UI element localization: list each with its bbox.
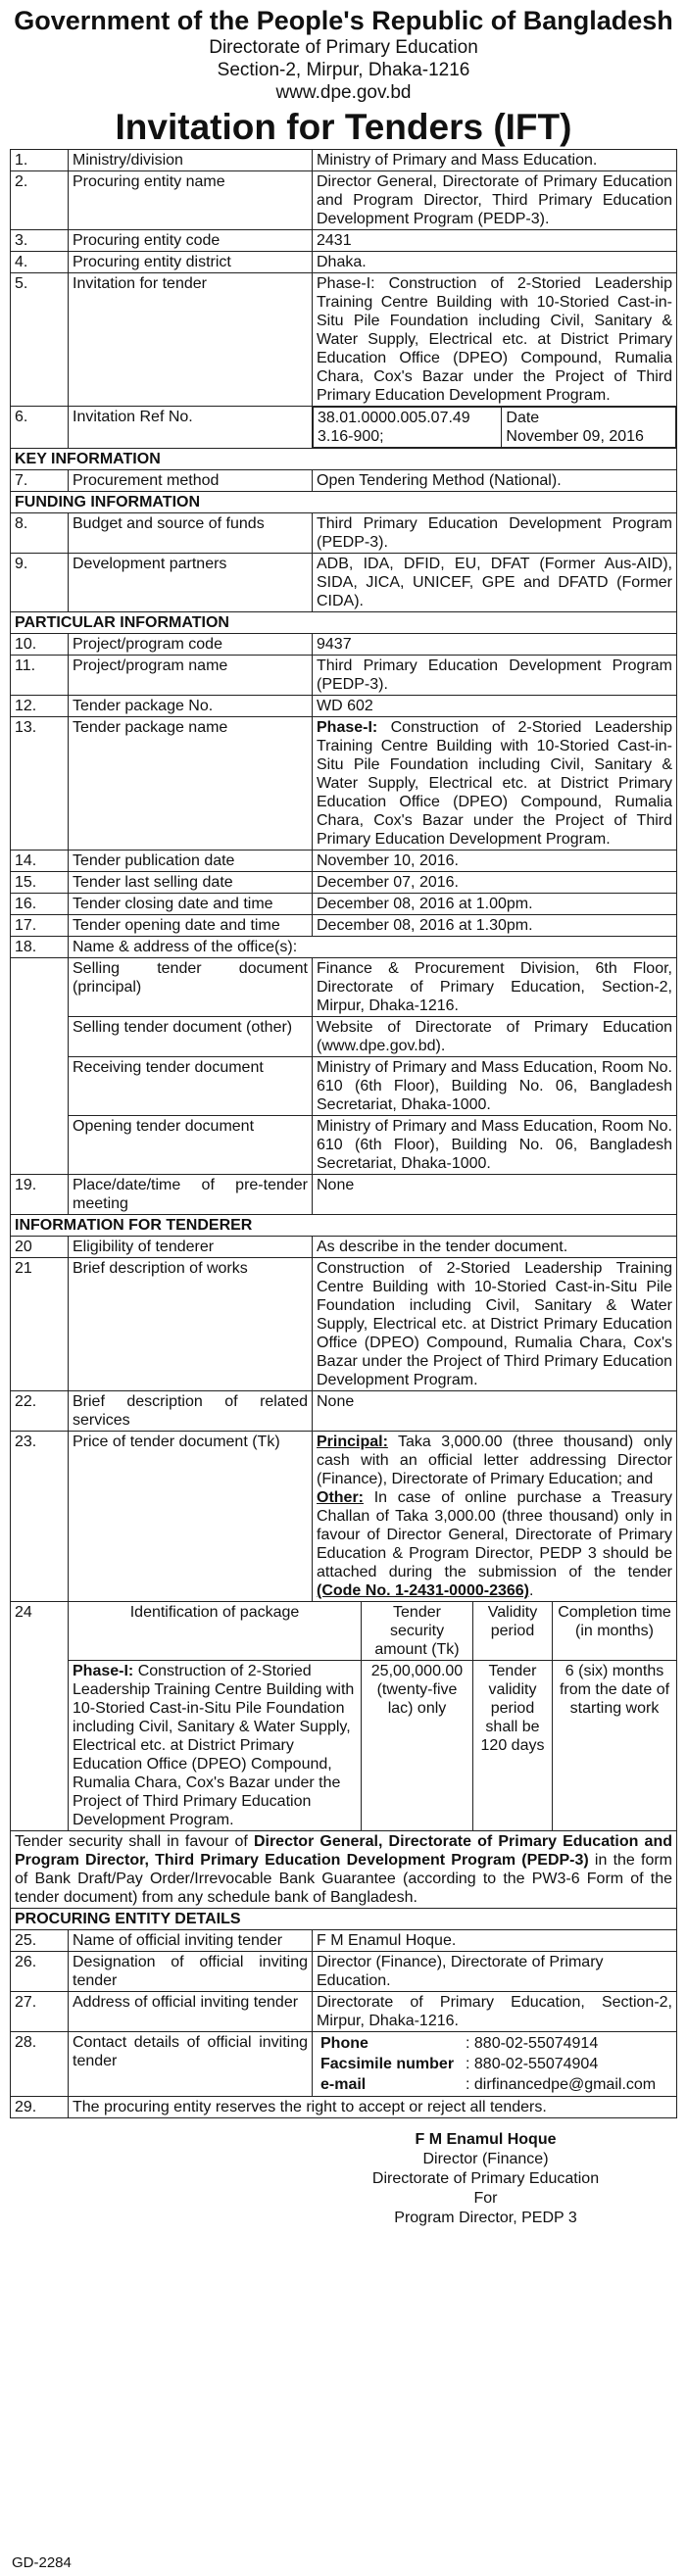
row-label: Price of tender document (Tk) xyxy=(69,1432,313,1602)
table-row xyxy=(11,1175,677,1215)
row-value: Third Primary Education Development Program (PEDP-3). xyxy=(313,656,677,696)
row-value: As describe in the tender document. xyxy=(313,1237,677,1258)
table-row xyxy=(11,915,677,937)
row-number: 20 xyxy=(11,1237,69,1258)
table-row xyxy=(11,273,677,407)
date-label: Date xyxy=(506,410,540,426)
note-text: in the form of Bank Draft/Pay Order/Irrevocable Bank Guarantee (according to the PW3-6 Form of the tender document) from any schedule bank of Bangladesh. xyxy=(15,1852,672,1906)
row-number: 26. xyxy=(11,1952,69,1992)
phone-label: Phone xyxy=(320,2035,368,2052)
table-row xyxy=(11,937,677,958)
row-number: 29. xyxy=(11,2097,69,2118)
row-value: December 08, 2016 at 1.30pm. xyxy=(313,915,677,937)
date-value: November 09, 2016 xyxy=(506,428,644,445)
row-value: Ministry of Primary and Mass Education, Room No. 610 (6th Floor), Building No. 06, Bangladesh Secretariat, Dhaka-1000. xyxy=(313,1057,677,1116)
email-label: e-mail xyxy=(320,2076,367,2093)
row-value: Website of Directorate of Primary Education (www.dpe.gov.bd). xyxy=(313,1017,677,1057)
row-value: Finance & Procurement Division, 6th Floor, Directorate of Primary Education, Section-2, Mirpur, Dhaka-1216. xyxy=(313,958,677,1017)
table-row xyxy=(11,1116,677,1175)
row-label: Budget and source of funds xyxy=(69,513,313,554)
row-value: Ministry of Primary and Mass Education, Room No. 610 (6th Floor), Building No. 06, Bangladesh Secretariat, Dhaka-1000. xyxy=(313,1116,677,1175)
row-value: WD 602 xyxy=(313,696,677,717)
table-row xyxy=(11,1017,677,1057)
row-label: Address of official inviting tender xyxy=(69,1992,313,2032)
security-note-row xyxy=(11,1831,677,1909)
row-value xyxy=(313,407,677,449)
row-number: 28. xyxy=(11,2032,69,2097)
row-number: 9. xyxy=(11,554,69,612)
row-number: 17. xyxy=(11,915,69,937)
row-value: ADB, IDA, DFID, EU, DFAT (Former Aus-AID), SIDA, JICA, UNICEF, GPE and DFATD (Former CIDA). xyxy=(313,554,677,612)
row-number: 7. xyxy=(11,470,69,492)
package-header: Completion time (in months) xyxy=(553,1602,677,1661)
note-beneficiary: Director General, Directorate of Primary Education and Program Director, Third Primary Education Development Program (PEDP-3) xyxy=(15,1833,672,1869)
row-label: Invitation Ref No. xyxy=(69,407,313,449)
fax-label: Facsimile number xyxy=(320,2056,455,2072)
row-number: 15. xyxy=(11,872,69,894)
table-row xyxy=(11,894,677,915)
row-number: 21 xyxy=(11,1258,69,1391)
contact-details xyxy=(317,2033,672,2095)
table-row xyxy=(11,696,677,717)
package-header: Validity period xyxy=(473,1602,553,1661)
section-header: KEY INFORMATION xyxy=(11,449,677,470)
row-number: 4. xyxy=(11,252,69,273)
row-number: 10. xyxy=(11,634,69,656)
package-header: Tender security amount (Tk) xyxy=(362,1602,473,1661)
row-number: 5. xyxy=(11,273,69,407)
section-header: PARTICULAR INFORMATION xyxy=(11,612,677,634)
row-number: 2. xyxy=(11,171,69,230)
row-label: Procuring entity district xyxy=(69,252,313,273)
row-label: Procurement method xyxy=(69,470,313,492)
table-row xyxy=(11,872,677,894)
invitation-ref: 38.01.0000.005.07.49 3.16-900; xyxy=(314,408,502,448)
section-header: PROCURING ENTITY DETAILS xyxy=(11,1909,677,1930)
row-value: Ministry of Primary and Mass Education. xyxy=(313,150,677,171)
row-label: Tender opening date and time xyxy=(69,915,313,937)
row-label: Invitation for tender xyxy=(69,273,313,407)
section-header: FUNDING INFORMATION xyxy=(11,492,677,513)
note-text: Tender security shall in favour of xyxy=(15,1833,254,1850)
security-note xyxy=(11,1831,677,1909)
table-row xyxy=(11,1992,677,2032)
phase-text: Construction of 2-Storied Leadership Training Centre Building with 10-Storied Cast-in-Situ Pile Foundation including Civil, Sanitary & Water Supply, Electrical etc. at District Primary Education Office (DPEO) Compound, Rumalia Chara, Cox's Bazar under the Project of Third Primary Education Development Program. xyxy=(73,1663,355,1828)
row-number: 25. xyxy=(11,1930,69,1952)
row-label: Brief description of related services xyxy=(69,1391,313,1432)
row-label: Tender closing date and time xyxy=(69,894,313,915)
row-number: 13. xyxy=(11,717,69,851)
package-identification xyxy=(69,1661,362,1831)
row-label: Selling tender document (principal) xyxy=(69,958,313,1017)
row-value xyxy=(313,1432,677,1602)
package-cell xyxy=(69,1602,677,1831)
row-number: 3. xyxy=(11,230,69,252)
row-number: 1. xyxy=(11,150,69,171)
row-value: Phase-I: Construction of 2-Storied Leadership Training Centre Building with 10-Storied Cast-in-Situ Pile Foundation including Civil, Sanitary & Water Supply, Electrical etc. at District Primary Education Office (DPEO) Compound, Rumalia Chara, Cox's Bazar under the Project of Third Primary Education Development Program. xyxy=(313,273,677,407)
row-label: Contact details of official inviting tender xyxy=(69,2032,313,2097)
row-label: Development partners xyxy=(69,554,313,612)
row-label: Tender package No. xyxy=(69,696,313,717)
table-row xyxy=(11,1391,677,1432)
fax-value: : 880-02-55074904 xyxy=(466,2056,599,2072)
package-table xyxy=(69,1602,676,1830)
row-number: 12. xyxy=(11,696,69,717)
table-row xyxy=(11,2097,677,2118)
table-row xyxy=(11,171,677,230)
signatory-office: Directorate of Primary Education xyxy=(371,2170,600,2187)
treasury-code: (Code No. 1-2431-0000-2366) xyxy=(317,1582,529,1599)
signature-block xyxy=(294,2130,677,2228)
email-value: : dirfinancedpe@gmail.com xyxy=(466,2076,657,2093)
table-row xyxy=(11,634,677,656)
phase-label: Phase-I: xyxy=(317,719,378,736)
row-number: 16. xyxy=(11,894,69,915)
row-label: Procuring entity name xyxy=(69,171,313,230)
other-price xyxy=(317,1488,672,1600)
gd-code: GD-2284 xyxy=(12,2554,72,2571)
row-label: Procuring entity code xyxy=(69,230,313,252)
table-row xyxy=(11,407,677,449)
table-row xyxy=(11,1057,677,1116)
table-row xyxy=(11,1258,677,1391)
row-value: Third Primary Education Development Program (PEDP-3). xyxy=(313,513,677,554)
row-value: 2431 xyxy=(313,230,677,252)
row-label: Designation of official inviting tender xyxy=(69,1952,313,1992)
package-header-row xyxy=(69,1602,676,1661)
row-label: Eligibility of tenderer xyxy=(69,1237,313,1258)
row-label: Brief description of works xyxy=(69,1258,313,1391)
row-label: Place/date/time of pre-tender meeting xyxy=(69,1175,313,1215)
row-label: Tender package name xyxy=(69,717,313,851)
section-header: INFORMATION FOR TENDERER xyxy=(11,1215,677,1237)
other-end: . xyxy=(528,1582,534,1599)
row-number: 23. xyxy=(11,1432,69,1602)
row-value xyxy=(313,717,677,851)
table-row xyxy=(11,2032,677,2097)
table-row xyxy=(11,1432,677,1602)
row-number: 22. xyxy=(11,1391,69,1432)
principal-text: Taka 3,000.00 (three thousand) only cash with an official letter addressing Director (Finance), Directorate of Primary Education; and xyxy=(317,1434,672,1487)
table-row xyxy=(11,851,677,872)
row-number: 19. xyxy=(11,1175,69,1215)
table-row xyxy=(11,252,677,273)
row-value: November 10, 2016. xyxy=(313,851,677,872)
row-value: Directorate of Primary Education, Section-2, Mirpur, Dhaka-1216. xyxy=(313,1992,677,2032)
row-label: Project/program code xyxy=(69,634,313,656)
row-label: Tender publication date xyxy=(69,851,313,872)
row-label: Project/program name xyxy=(69,656,313,696)
row-number: 24 xyxy=(11,1602,69,1831)
signatory-for: For xyxy=(473,2190,498,2207)
row-label: Name of official inviting tender xyxy=(69,1930,313,1952)
package-row xyxy=(69,1661,676,1831)
row-value: None xyxy=(313,1175,677,1215)
table-row xyxy=(11,150,677,171)
table-row xyxy=(11,717,677,851)
row-value: Director (Finance), Directorate of Primary Education. xyxy=(313,1952,677,1992)
row-value: The procuring entity reserves the right to accept or reject all tenders. xyxy=(69,2097,677,2118)
page-title: Invitation for Tenders (IFT) xyxy=(115,107,572,147)
row-number: 27. xyxy=(11,1992,69,2032)
row-value: F M Enamul Hoque. xyxy=(313,1930,677,1952)
validity-period: Tender validity period shall be 120 days xyxy=(473,1661,553,1831)
row-number: 18. xyxy=(11,937,69,958)
row-label: Tender last selling date xyxy=(69,872,313,894)
principal-price xyxy=(317,1433,672,1488)
directorate-website: www.dpe.gov.bd xyxy=(275,82,412,103)
row-number: 6. xyxy=(11,407,69,449)
row-label: Ministry/division xyxy=(69,150,313,171)
tender-security-amount: 25,00,000.00 (twenty-five lac) only xyxy=(362,1661,473,1831)
table-row xyxy=(11,1952,677,1992)
directorate-name: Directorate of Primary Education xyxy=(209,37,478,58)
row-label: Name & address of the office(s): xyxy=(69,937,677,958)
table-row xyxy=(11,1930,677,1952)
row-number: 14. xyxy=(11,851,69,872)
row-value: Director General, Directorate of Primary Education and Program Director, Third Primary Education Development Program (PEDP-3). xyxy=(313,171,677,230)
package-header: Identification of package xyxy=(69,1602,362,1661)
directorate-address: Section-2, Mirpur, Dhaka-1216 xyxy=(217,60,470,80)
table-row xyxy=(11,1602,677,1831)
row-label: Opening tender document xyxy=(69,1116,313,1175)
row-value: Dhaka. xyxy=(313,252,677,273)
completion-time: 6 (six) months from the date of starting work xyxy=(553,1661,677,1831)
notice-header xyxy=(10,6,677,149)
principal-label: Principal: xyxy=(317,1434,388,1450)
other-text: In case of online purchase a Treasury Challan of Taka 3,000.00 (three thousand) only in favour of Director General, Directorate of Primary Education & Program Director, PEDP 3 should be attached during the submission of the tender xyxy=(317,1489,672,1580)
row-number: 8. xyxy=(11,513,69,554)
table-row xyxy=(11,470,677,492)
table-row xyxy=(11,230,677,252)
signatory-name: F M Enamul Hoque xyxy=(415,2131,557,2148)
row-label: Receiving tender document xyxy=(69,1057,313,1116)
other-label: Other: xyxy=(317,1489,364,1506)
phase-label: Phase-I: xyxy=(73,1663,134,1679)
table-row xyxy=(11,1237,677,1258)
phase-text: Construction of 2-Storied Leadership Training Centre Building with 10-Storied Cast-in-Situ Pile Foundation including Civil, Sanitary & Water Supply, Electrical etc. at District Primary Education Office (DPEO) Compound, Rumalia Chara, Cox's Bazar under the Project of Third Primary Education Development Program. xyxy=(317,719,672,848)
tender-table xyxy=(10,149,677,2118)
row-value: December 08, 2016 at 1.00pm. xyxy=(313,894,677,915)
table-row xyxy=(11,513,677,554)
row-label: Selling tender document (other) xyxy=(69,1017,313,1057)
phone-value: : 880-02-55074914 xyxy=(466,2035,599,2052)
government-name: Government of the People's Republic of Bangladesh xyxy=(14,6,673,35)
table-row xyxy=(11,958,677,1017)
signatory-designation: Director (Finance) xyxy=(422,2151,549,2167)
row-number: 11. xyxy=(11,656,69,696)
row-value xyxy=(313,2032,677,2097)
row-value: Construction of 2-Storied Leadership Training Centre Building with 10-Storied Cast-in-Situ Pile Foundation including Civil, Sanitary & Water Supply, Electrical etc. at District Primary Education Office (DPEO) Compound, Rumalia Chara, Cox's Bazar under the Project of Third Primary Education Development Program. xyxy=(313,1258,677,1391)
invitation-date xyxy=(502,408,676,448)
row-value: Open Tendering Method (National). xyxy=(313,470,677,492)
row-value: 9437 xyxy=(313,634,677,656)
signatory-behalf: Program Director, PEDP 3 xyxy=(394,2210,577,2226)
table-row xyxy=(11,656,677,696)
row-value: None xyxy=(313,1391,677,1432)
row-value: December 07, 2016. xyxy=(313,872,677,894)
table-row xyxy=(11,554,677,612)
